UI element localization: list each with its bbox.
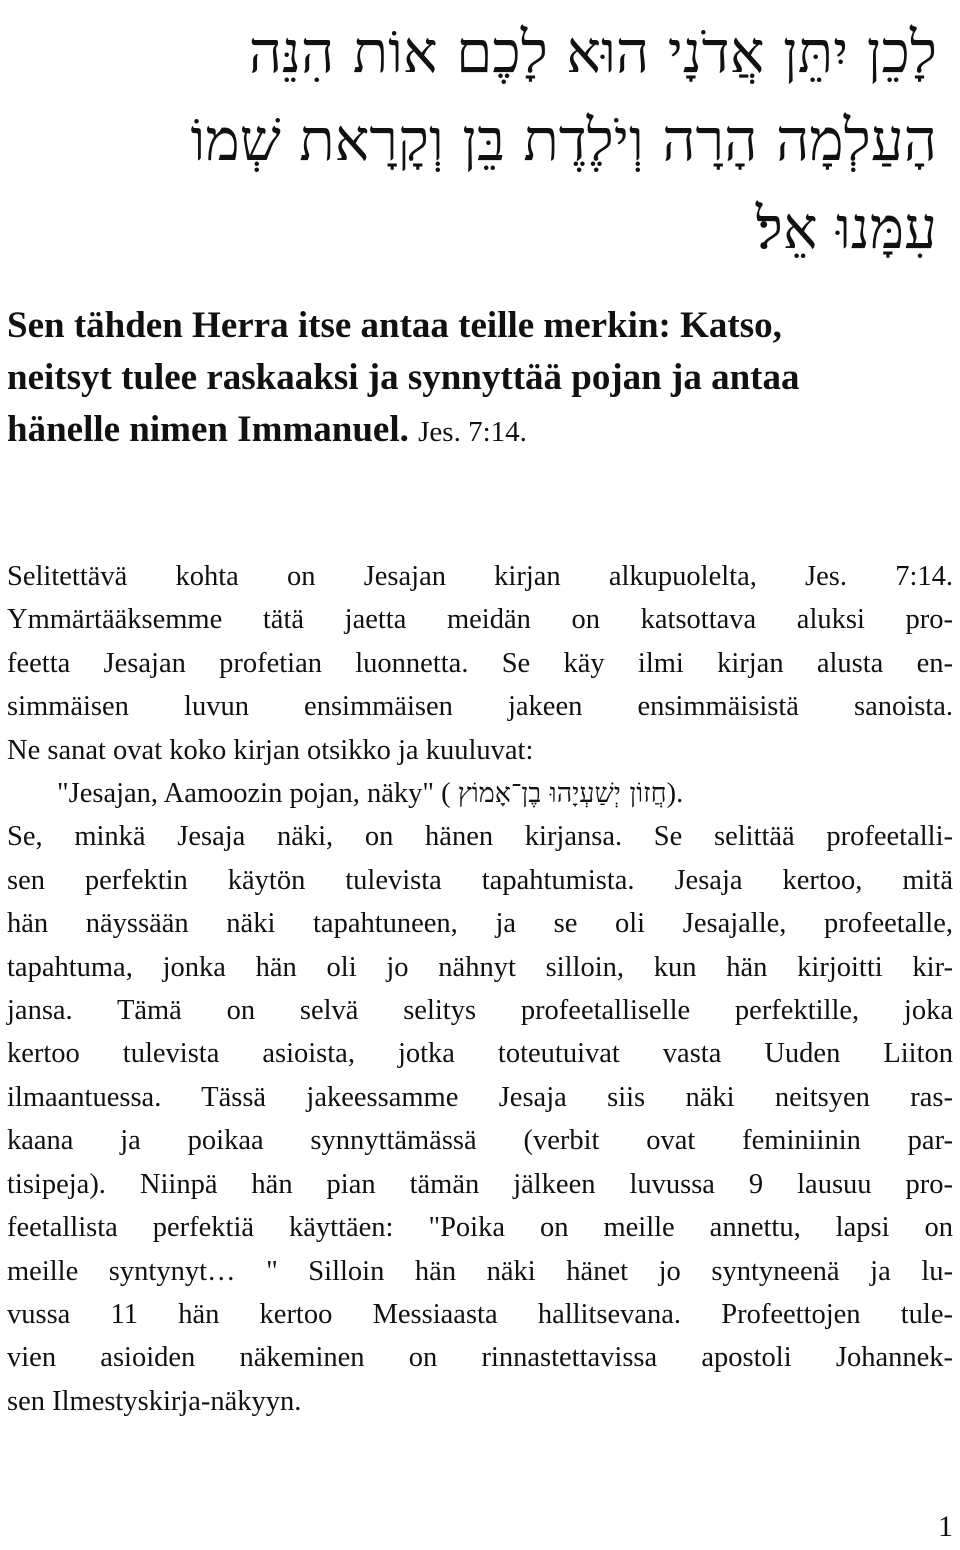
body-line: Selitettävä kohta on Jesajan kirjan alkupuolelta, Jes. 7:14.: [7, 561, 953, 592]
body-line: sen Ilmestyskirja-näkyyn.: [7, 1385, 302, 1417]
body-line: Se, minkä Jesaja näki, on hänen kirjansa. Se selittää profeetalli-: [7, 821, 953, 853]
body-line: feetallista perfektiä käyttäen: "Poika on meille annettu, lapsi on: [7, 1212, 953, 1244]
body-line: hän näyssään näki tapahtuneen, ja se oli Jesajalle, profeetalle,: [7, 908, 953, 940]
hebrew-verse: [7, 8, 953, 272]
finnish-verse-line: hänelle nimen Immanuel.: [7, 409, 409, 450]
hebrew-verse-line: עִמָּנוּ אֵל׃: [755, 194, 937, 262]
body-line: tisipeja). Niinpä hän pian tämän jälkeen luvussa 9 lausuu pro-: [7, 1168, 953, 1200]
body-line: ilmaantuessa. Tässä jakeessamme Jesaja siis näki neitsyen ras-: [7, 1081, 953, 1113]
verse-reference: Jes. 7:14.: [418, 416, 527, 448]
body-line: feetta Jesajan profetian luonnetta. Se käy ilmi kirjan alusta en-: [7, 647, 953, 679]
book-title-quote: [7, 772, 953, 815]
body-line: Ne sanat ovat koko kirjan otsikko ja kuuluvat:: [7, 734, 534, 766]
page-number: 1: [938, 1510, 953, 1543]
body-line: kertoo tulevista asioista, jotka toteutuivat vasta Uuden Liiton: [7, 1038, 953, 1070]
body-line: vien asioiden näkeminen on rinnastettavissa apostoli Johannek-: [7, 1342, 953, 1374]
body-line: meille syntynyt… " Silloin hän näki hänet jo syntyneenä ja lu-: [7, 1255, 953, 1287]
body-line: tapahtuma, jonka hän oli jo nähnyt silloin, kun hän kirjoitti kir-: [7, 951, 953, 983]
document-page: [7, 0, 953, 1550]
body-line: Ymmärtääksemme tätä jaetta meidän on katsottava aluksi pro-: [7, 604, 953, 636]
body-line: jansa. Tämä on selvä selitys profeetalliselle perfektille, joka: [7, 995, 953, 1027]
hebrew-verse-line: לָכֵן יִתֵּן אֲדֹנָי הוּא לָכֶם אוֹת הִנֵּה: [248, 18, 937, 86]
finnish-verse-line: Sen tähden Herra itse antaa teille merkin: Katso,: [7, 305, 782, 346]
finnish-verse-line: neitsyt tulee raskaaksi ja synnyttää pojan ja antaa: [7, 357, 800, 398]
hebrew-verse-line: הָעַלְמָה הָרָה וְיֹלֶדֶת בֵּן וְקָרָאת שְׁמוֹ: [190, 106, 937, 174]
quote-close: ).: [666, 778, 684, 810]
quote-text: "Jesajan, Aamoozin pojan, näky" (: [57, 778, 451, 810]
body-line: simmäisen luvun ensimmäisen jakeen ensimmäisistä sanoista.: [7, 691, 953, 723]
finnish-verse: [7, 300, 953, 458]
hebrew-book-title: חֲזוֹן יְשַׁעְיָהוּ בֶן־אָמוֹץ: [457, 778, 667, 810]
body-line: kaana ja poikaa synnyttämässä (verbit ovat feminiinin par-: [7, 1125, 953, 1157]
body-line: sen perfektin käytön tulevista tapahtumista. Jesaja kertoo, mitä: [7, 864, 953, 896]
body-line: vussa 11 hän kertoo Messiaasta hallitsevana. Profeettojen tule-: [7, 1298, 953, 1330]
body-paragraph: [7, 555, 953, 1423]
